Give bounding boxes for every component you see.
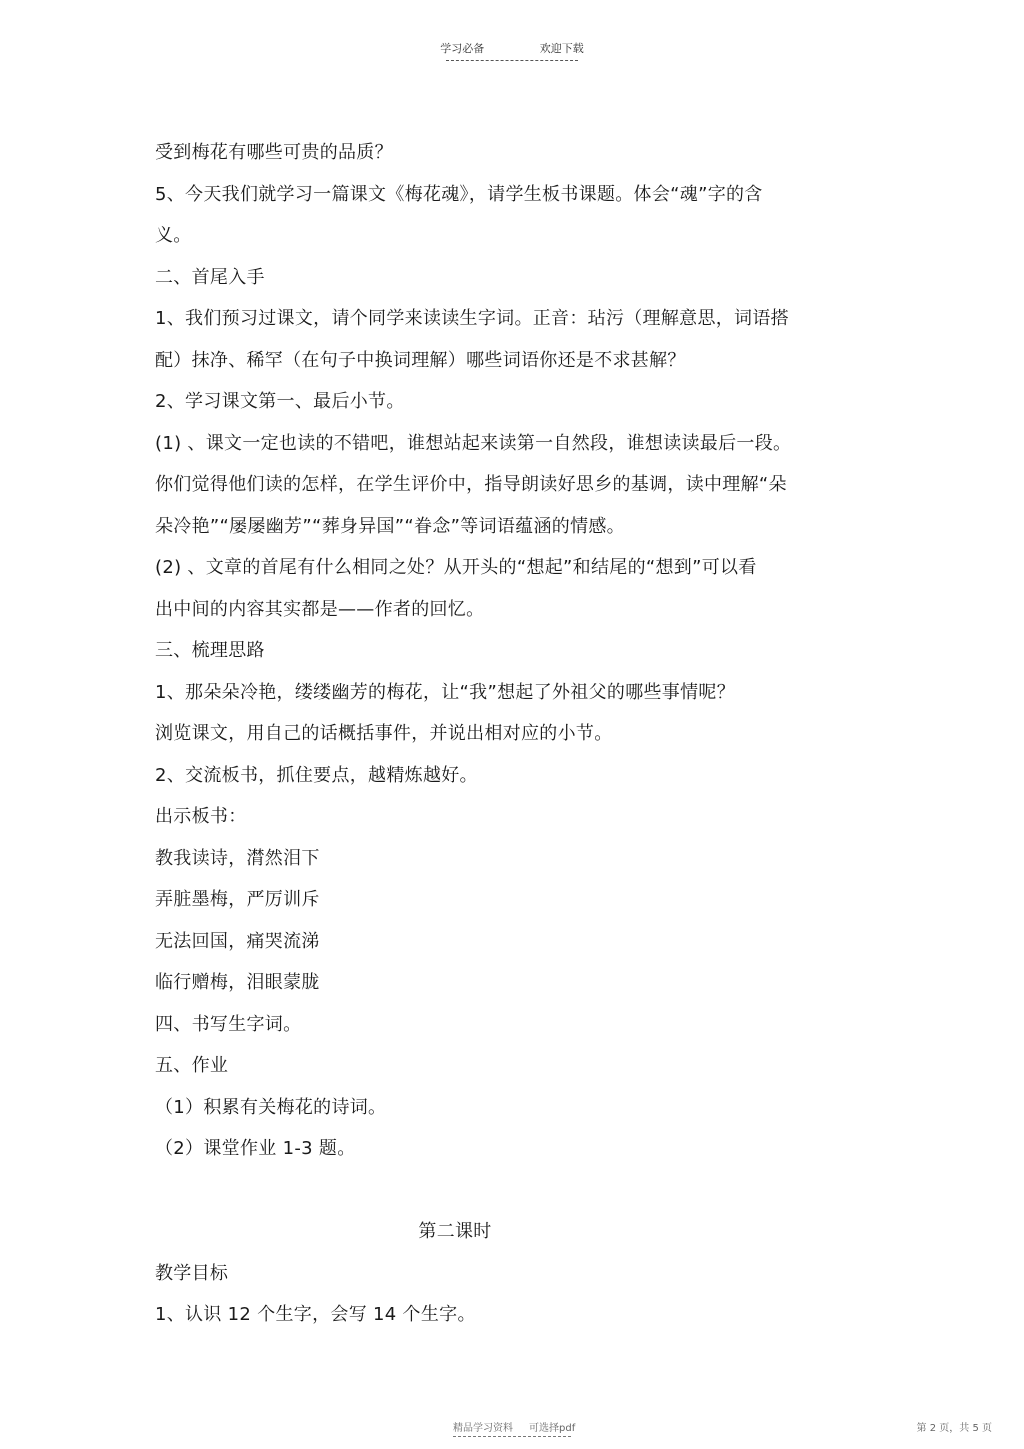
- text-line: 2、交流板书，抓住要点，越精炼越好。: [155, 764, 478, 786]
- section-heading: 二、首尾入手: [155, 266, 265, 288]
- footer-left-b: 可选择pdf: [529, 1423, 576, 1434]
- text-line: 受到梅花有哪些可贵的品质？: [155, 142, 393, 163]
- text-line: 1、认识 12 个生字，会写 14 个生字。: [155, 1304, 476, 1325]
- board-item: 无法回国，痛哭流涕: [155, 930, 320, 952]
- text-line: (2) 、文章的首尾有什么相同之处？从开头的“想起”和结尾的“想到”可以看: [155, 557, 757, 578]
- text-line: (1) 、课文一定也读的不错吧，谁想站起来读第一自然段，谁想读读最后一段。: [155, 432, 792, 454]
- board-item: 弄脏墨梅，严厉训斥: [155, 889, 320, 910]
- footer-left: [453, 1419, 575, 1434]
- text-line: 教学目标: [155, 1262, 229, 1284]
- text-line: 5、今天我们就学习一篇课文《梅花魂》，请学生板书课题。体会“魂”字的含: [155, 183, 763, 205]
- homework-item: （1）积累有关梅花的诗词。: [155, 1096, 387, 1118]
- page-header: [0, 40, 1024, 56]
- section-heading: 三、梳理思路: [155, 640, 265, 661]
- page-number: 第 2 页，共 5 页: [916, 1423, 992, 1434]
- section-title: 第二课时: [418, 1221, 492, 1242]
- text-line: 2、学习课文第一、最后小节。: [155, 391, 405, 412]
- section-heading: 四、书写生字词。: [155, 1013, 302, 1035]
- text-line: 浏览课文，用自己的话概括事件，并说出相对应的小节。: [155, 723, 613, 744]
- text-line: 1、那朵朵冷艳，缕缕幽芳的梅花，让“我”想起了外祖父的哪些事情呢？: [155, 681, 735, 703]
- text-line: 配）抹净、稀罕（在句子中换词理解）哪些词语你还是不求甚解？: [155, 349, 686, 371]
- text-line: 1、我们预习过课文，请个同学来读读生字词。正音：玷污（理解意思，词语搭: [155, 308, 789, 329]
- blank-gap: [155, 1170, 845, 1212]
- text-line: 朵冷艳”“屡屡幽芳”“葬身异国”“眷念”等词语蕴涵的情感。: [155, 515, 625, 537]
- homework-item: （2）课堂作业 1-3 题。: [155, 1138, 356, 1159]
- header-left-text: 学习必备: [440, 42, 485, 55]
- footer-divider: [453, 1436, 571, 1437]
- header-divider: [446, 60, 578, 61]
- section-heading: 五、作业: [155, 1055, 229, 1076]
- header-right-text: 欢迎下载: [539, 42, 584, 55]
- document-body: [155, 132, 845, 1336]
- footer-left-a: 精品学习资料: [453, 1423, 513, 1434]
- text-line: 你们觉得他们读的怎样，在学生评价中，指导朗读好思乡的基调，读中理解“朵: [155, 474, 787, 495]
- text-line: 义。: [155, 225, 192, 246]
- text-line: 出示板书：: [155, 806, 247, 827]
- board-item: 临行赠梅，泪眼蒙胧: [155, 972, 320, 993]
- board-item: 教我读诗，潸然泪下: [155, 847, 320, 869]
- text-line: 出中间的内容其实都是——作者的回忆。: [155, 598, 485, 620]
